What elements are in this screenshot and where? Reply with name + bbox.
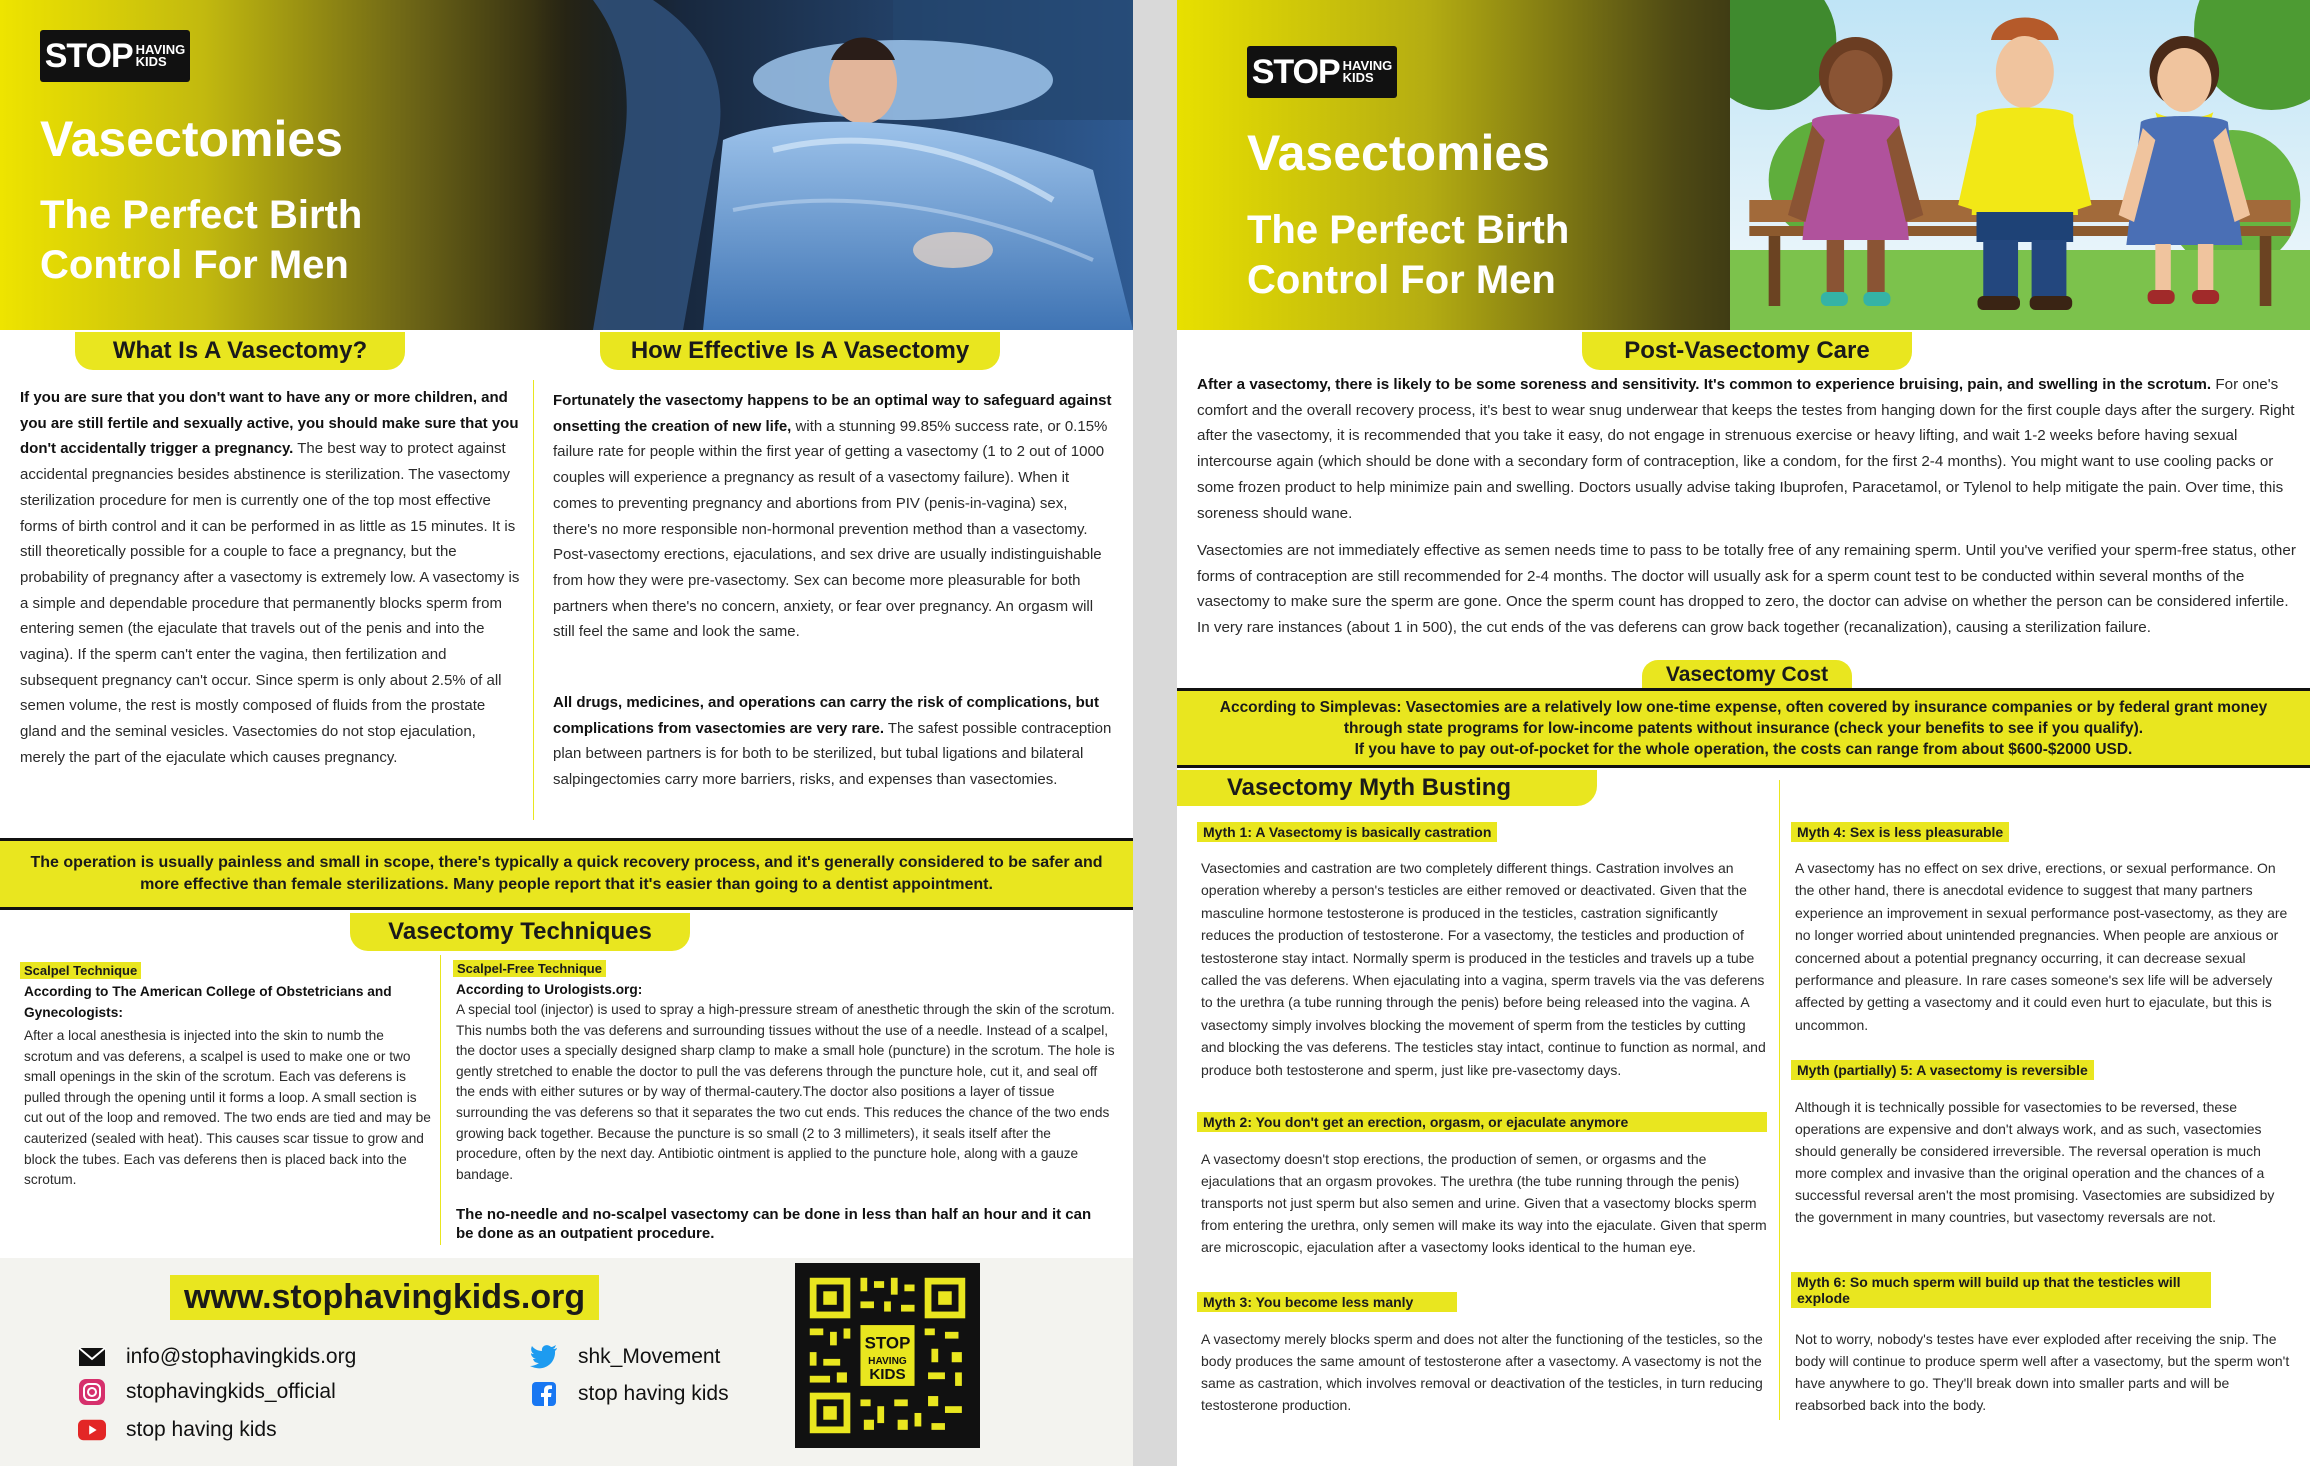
myth-4-text: A vasectomy has no effect on sex drive, erections, or sexual performance. On the other hand, there is anecdotal evidence to suggest that many partners experience an improvement in sexual performance post-vasectomy, as they are no longer worried about unintended pregnancies. When people are anxious or concerned about a potential pregnancy occurring, it can decrease sexual performance and pleasure. In rare cases someone's sex life will be adversely affected by getting a vasectomy and it could even hurt to ejaculate, but this is uncommon. <box>1795 860 2288 1033</box>
myth-3-text: A vasectomy merely blocks sperm and does not alter the functioning of the testicles, so the body produces the same amount of testosterone after a vasectomy. A vasectomy is not the same as castration, which involves removal or deactivation of the testicles, in turn reducing testosterone production. <box>1201 1331 1763 1413</box>
scalpel-label: Scalpel Technique <box>20 962 141 979</box>
twitter-contact[interactable]: shk_Movement <box>530 1345 720 1369</box>
myth-6-label: Myth 6: So much sperm will build up that the testicles will explode <box>1791 1272 2211 1308</box>
myth-2-text: A vasectomy doesn't stop erections, the production of semen, or orgasms and the ejaculations that an orgasm provokes. The urethra (the tube running through the penis) transports not just sperm but also semen and urine. Given that a vasectomy blocks sperm from entering the urethra, only semen will make its way into the ejaculate. Given that sperm are microscopic, ejaculation after a vasectomy looks identical to the human eye. <box>1201 1151 1767 1255</box>
myth-busting-heading: Vasectomy Myth Busting <box>1177 770 1597 806</box>
stop-having-kids-logo: STOP HAVING KIDS <box>40 30 190 82</box>
hospital-patient-photo <box>533 0 1133 330</box>
effectiveness-text: Fortunately the vasectomy happens to be an optimal way to safeguard against onsetting the creation of new life, with a stunning 99.85% success rate, or 0.15% failure rate for people within the first year of getting a vasectomy (1 to 2 out of 1000 couples will experience a pregnancy as result of a vasectomy failure). When it comes to preventing pregnancy and abortions from PIV (penis-in-vagina) sex, there's no more responsible non-hormonal prevention method than a vasectomy. Post-vasectomy erections, ejaculations, and sex drive are usually indistinguishable from how they were pre-vasectomy. Sex can become more pleasurable for both partners when there's no concern, anxiety, or fear over pregnancy. An orgasm will still feel the same and look the same. <box>553 392 1112 641</box>
website-link[interactable]: www.stophavingkids.org <box>170 1275 599 1320</box>
right-page <box>1177 0 2310 1466</box>
myth-5-label: Myth (partially) 5: A vasectomy is reversible <box>1791 1060 2094 1080</box>
cost-band: According to Simplevas: Vasectomies are a relatively low one-time expense, often covered by insurance companies or by federal grant money through state programs for low-income patents without insurance (check your benefits to see if you qualify). If you have to pay out-of-pocket for the whole operation, the costs can range from about $600-$2000 USD. <box>1177 688 2310 768</box>
effectiveness-delay-text: Vasectomies are not immediately effective as semen needs time to pass to be totally free of any remaining sperm. Until you've verified your sperm-free status, other forms of contraception are still recommended for 2-4 months. The doctor will usually ask for a sperm count test to be conducted within several months of the vasectomy to make sure the sperm are gone. Once the sperm count has dropped to zero, the doctor can advise on whether the person can be considered infertile. In very rare instances (about 1 in 500), the cut ends of the vas deferens can grow back together (recanalization), causing a sterilization failure. <box>1197 542 2296 637</box>
what-is-heading: What Is A Vasectomy? <box>75 332 405 370</box>
techniques-heading: Vasectomy Techniques <box>350 913 690 951</box>
qr-code[interactable] <box>795 1263 980 1448</box>
myth-2-label: Myth 2: You don't get an erection, orgasm, or ejaculate anymore <box>1197 1112 1767 1132</box>
page-title: Vasectomies <box>40 111 343 167</box>
facebook-icon <box>530 1382 558 1406</box>
scalpel-free-source: According to Urologists.org: <box>456 982 643 997</box>
outpatient-note: The no-needle and no-scalpel vasectomy can be done in less than half an hour and it can be done as an outpatient procedure. <box>456 1206 1092 1242</box>
page-title: Vasectomies <box>1247 125 1550 181</box>
myth-4-label: Myth 4: Sex is less pleasurable <box>1791 822 2009 842</box>
youtube-contact[interactable]: stop having kids <box>78 1418 277 1442</box>
right-hero <box>1177 0 2310 330</box>
myth-5-text: Although it is technically possible for vasectomies to be reversed, these operations are expensive and don't always work, and as such, vasectomies should generally be considered irreversible. The reversal operation is much more complex and invasive than the original operation and the chances of a successful reversal aren't the most promising. Vasectomies are subsidized by the government in many countries, but vasectomy reversals are not. <box>1795 1099 2275 1225</box>
myth-divider <box>1779 780 1780 1420</box>
what-is-text: If you are sure that you don't want to have any or more children, and you are still fertile and sexually active, you should make sure that you don't accidentally trigger a pregnancy. The best way to protect against accidental pregnancies besides abstinence is sterilization. The vasectomy sterilization procedure for men is currently one of the top most effective forms of birth control and it can be performed in as little as 15 minutes. It is still theoretically possible for a couple to face a pregnancy, but the probability of pregnancy after a vasectomy is extremely low. A vasectomy is a simple and dependable procedure that permanently blocks sperm from entering semen (the ejaculate that travels out of the penis and into the vagina). If the sperm can't enter the vagina, then fertilization and subsequent pregnancy can't occur. Since sperm is only about 2.5% of all semen volume, the rest is mostly composed of fluids from the prostate gland and the seminal vesicles. Vasectomies do not stop ejaculation, merely the part of the ejaculate which causes pregnancy. <box>20 389 520 766</box>
email-contact[interactable]: info@stophavingkids.org <box>78 1345 356 1369</box>
column-divider <box>533 380 534 820</box>
scalpel-free-label: Scalpel-Free Technique <box>453 960 606 977</box>
mail-icon <box>78 1345 106 1369</box>
svg-text:HAVING: HAVING <box>868 1355 907 1367</box>
twitter-icon <box>530 1345 558 1369</box>
left-hero <box>0 0 1133 330</box>
effectiveness-heading: How Effective Is A Vasectomy <box>600 332 1000 370</box>
myth-1-label: Myth 1: A Vasectomy is basically castration <box>1197 822 1497 842</box>
page-subtitle: The Perfect Birth Control For Men <box>1247 208 1570 302</box>
instagram-contact[interactable]: stophavingkids_official <box>78 1380 336 1404</box>
stop-having-kids-logo: STOP HAVING KIDS <box>1247 46 1397 98</box>
myth-6-text: Not to worry, nobody's testes have ever exploded after receiving the snip. The body will continue to produce sperm well after a vasectomy, but the sperm won't have anywhere to go. They'll break down into smaller parts and will be reabsorbed back into the body. <box>1795 1331 2290 1413</box>
myth-1-text: Vasectomies and castration are two completely different things. Castration involves an operation whereby a person's testicles are either removed or deactivated. Given that the masculine hormone testosterone is produced in the testicles, castration significantly reduces the production of testosterone. For a vasectomy, the testicles and production of testosterone stay intact. Normally sperm is produced in the testicles and travels up a tube called the vas deferens. When ejaculating into a vagina, sperm travels via the vas deferens to the urethra (a tube running through the penis) before being released into the vagina. A vasectomy simply involves blocking the movement of sperm from the testicles by cutting and blocking the vas deferens. The testicles stay intact, continue to function as normal, and produce both testosterone and sperm, just like pre-vasectomy days. <box>1201 860 1766 1078</box>
page-subtitle: The Perfect Birth Control For Men <box>40 193 363 287</box>
youtube-icon <box>78 1418 106 1442</box>
svg-text:STOP: STOP <box>864 1333 911 1353</box>
scalpel-free-text: A special tool (injector) is used to spray a high-pressure stream of anesthetic through the skin of the scrotum. This numbs both the vas deferens and surrounding tissues without the use of a needle. Instead of a scalpel, the doctor uses a specially designed sharp clamp to make a small hole (puncture) in the scrotum. The hole is gently stretched to enable the doctor to pull the vas deferens through the puncture hole, cut it, and seal off the ends with either sutures or by way of thermal-cautery.The doctor also positions a layer of tissue surrounding the vas deferens so that it separates the two cut ends. This reduces the chance of the two ends growing back together. Because the puncture is so small (2 to 3 millimeters), it seals itself after the procedure, often by the next day. Antibiotic ointment is applied to the puncture hole, along with a gauze bandage. <box>456 1002 1115 1182</box>
post-care-text: After a vasectomy, there is likely to be some soreness and sensitivity. It's common to experience bruising, pain, and swelling in the scrotum. For one's comfort and the overall recovery process, it's best to wear snug underwear that keeps the testes from hanging down for the first couple days after the surgery. Right after the vasectomy, it is recommended that you take it easy, do not engage in strenuous exercise or heavy lifting, and wait 1-2 weeks before having sexual intercourse again (which should be done with a secondary form of contraception, like a condom, for the first 2-4 months). You might want to use cooling packs or some frozen product to help minimize pain and swelling. Doctors usually advise taking Ibuprofen, Paracetamol, or Tylenol to help mitigate the pain. Over time, this soreness should wane. <box>1197 376 2295 522</box>
techniques-divider <box>440 955 441 1245</box>
scalpel-text: After a local anesthesia is injected into the skin to numb the scrotum and vas deferens, a scalpel is used to make one or two small openings in the skin of the scrotum. Each vas deferens is pulled through the opening until it forms a loop. A small section is cut out of the loop and removed. The two ends are tied and may be cauterized (sealed with heat). This causes scar tissue to grow and block the tubes. Each vas deferens then is placed back into the scrotum. <box>24 1028 431 1188</box>
instagram-icon <box>78 1380 106 1404</box>
svg-text:KIDS: KIDS <box>869 1366 906 1384</box>
family-illustration <box>1730 0 2310 330</box>
myth-3-label: Myth 3: You become less manly <box>1197 1292 1457 1312</box>
cost-heading: Vasectomy Cost <box>1642 660 1852 690</box>
facebook-contact[interactable]: stop having kids <box>530 1382 729 1406</box>
scalpel-source: According to The American College of Obstetricians and Gynecologists: <box>24 984 392 1020</box>
complications-text: All drugs, medicines, and operations can carry the risk of complications, but complications from vasectomies are very rare. The safest possible contraception plan between partners is for both to be sterilized, but tubal ligations and bilateral salpingectomies carry more barriers, risks, and expenses than vasectomies. <box>553 694 1112 789</box>
left-page <box>0 0 1133 1466</box>
summary-band: The operation is usually painless and small in scope, there's typically a quick recovery process, and it's generally considered to be safer and more effective than female sterilizations. Many people report that it's easier than going to a dentist appointment. <box>0 838 1133 910</box>
post-care-heading: Post-Vasectomy Care <box>1582 332 1912 370</box>
